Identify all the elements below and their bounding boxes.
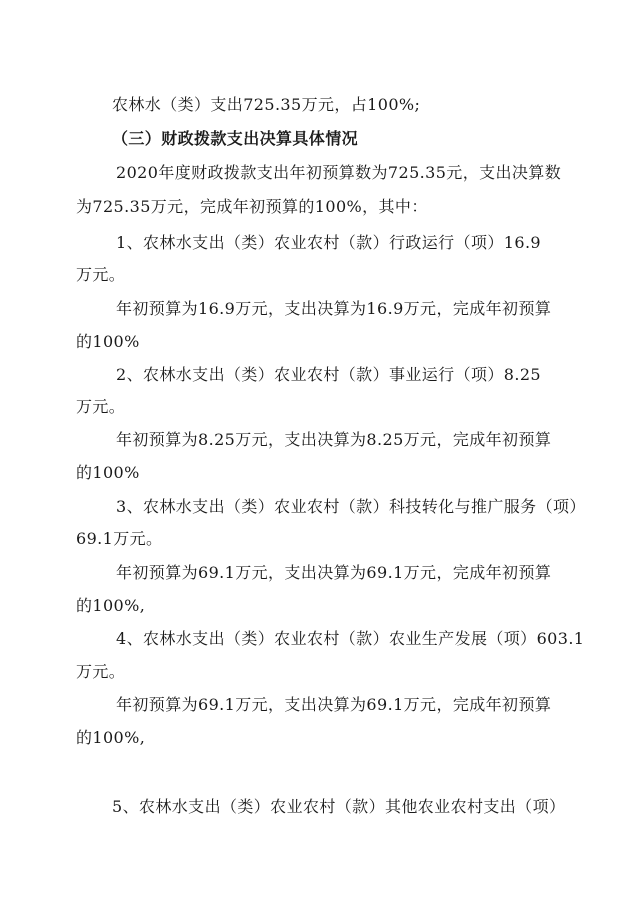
text-line: 年初预算为69.1万元，支出决算为69.1万元，完成年初预算: [116, 695, 552, 714]
text-line: 万元。: [76, 662, 126, 681]
text-line: 年初预算为8.25万元，支出决算为8.25万元，完成年初预算: [116, 430, 552, 449]
text-line: 为725.35万元，完成年初预算的100%，其中：: [76, 197, 428, 216]
text-line: 年初预算为69.1万元，支出决算为69.1万元，完成年初预算: [116, 563, 552, 582]
list-item-1: 1、农林水支出（类）农业农村（款）行政运行（项）16.9: [116, 233, 542, 252]
list-item-4: 4、农林水支出（类）农业农村（款）农业生产发展（项）603.1: [116, 629, 585, 648]
text-line: 万元。: [76, 397, 126, 416]
section-heading: （三）财政拨款支出决算具体情况: [112, 129, 359, 148]
text-line: 年初预算为16.9万元，支出决算为16.9万元，完成年初预算: [116, 299, 552, 318]
text-line: 2020年度财政拨款支出年初预算数为725.35元，支出决算数: [116, 163, 562, 182]
text-line: 的100%,: [76, 728, 146, 747]
list-item-3: 3、农林水支出（类）农业农村（款）科技转化与推广服务（项）: [116, 497, 586, 516]
list-item-5: 5、农林水支出（类）农业农村（款）其他农业农村支出（项）: [112, 797, 566, 816]
text-line: 农林水（类）支出725.35万元，占100%;: [112, 95, 421, 114]
text-line: 万元。: [76, 265, 126, 284]
list-item-2: 2、农林水支出（类）农业农村（款）事业运行（项）8.25: [116, 365, 542, 384]
text-line: 的100%: [76, 463, 140, 482]
text-line: 的100%: [76, 332, 140, 351]
text-line: 的100%,: [76, 596, 146, 615]
text-line: 69.1万元。: [76, 529, 163, 548]
